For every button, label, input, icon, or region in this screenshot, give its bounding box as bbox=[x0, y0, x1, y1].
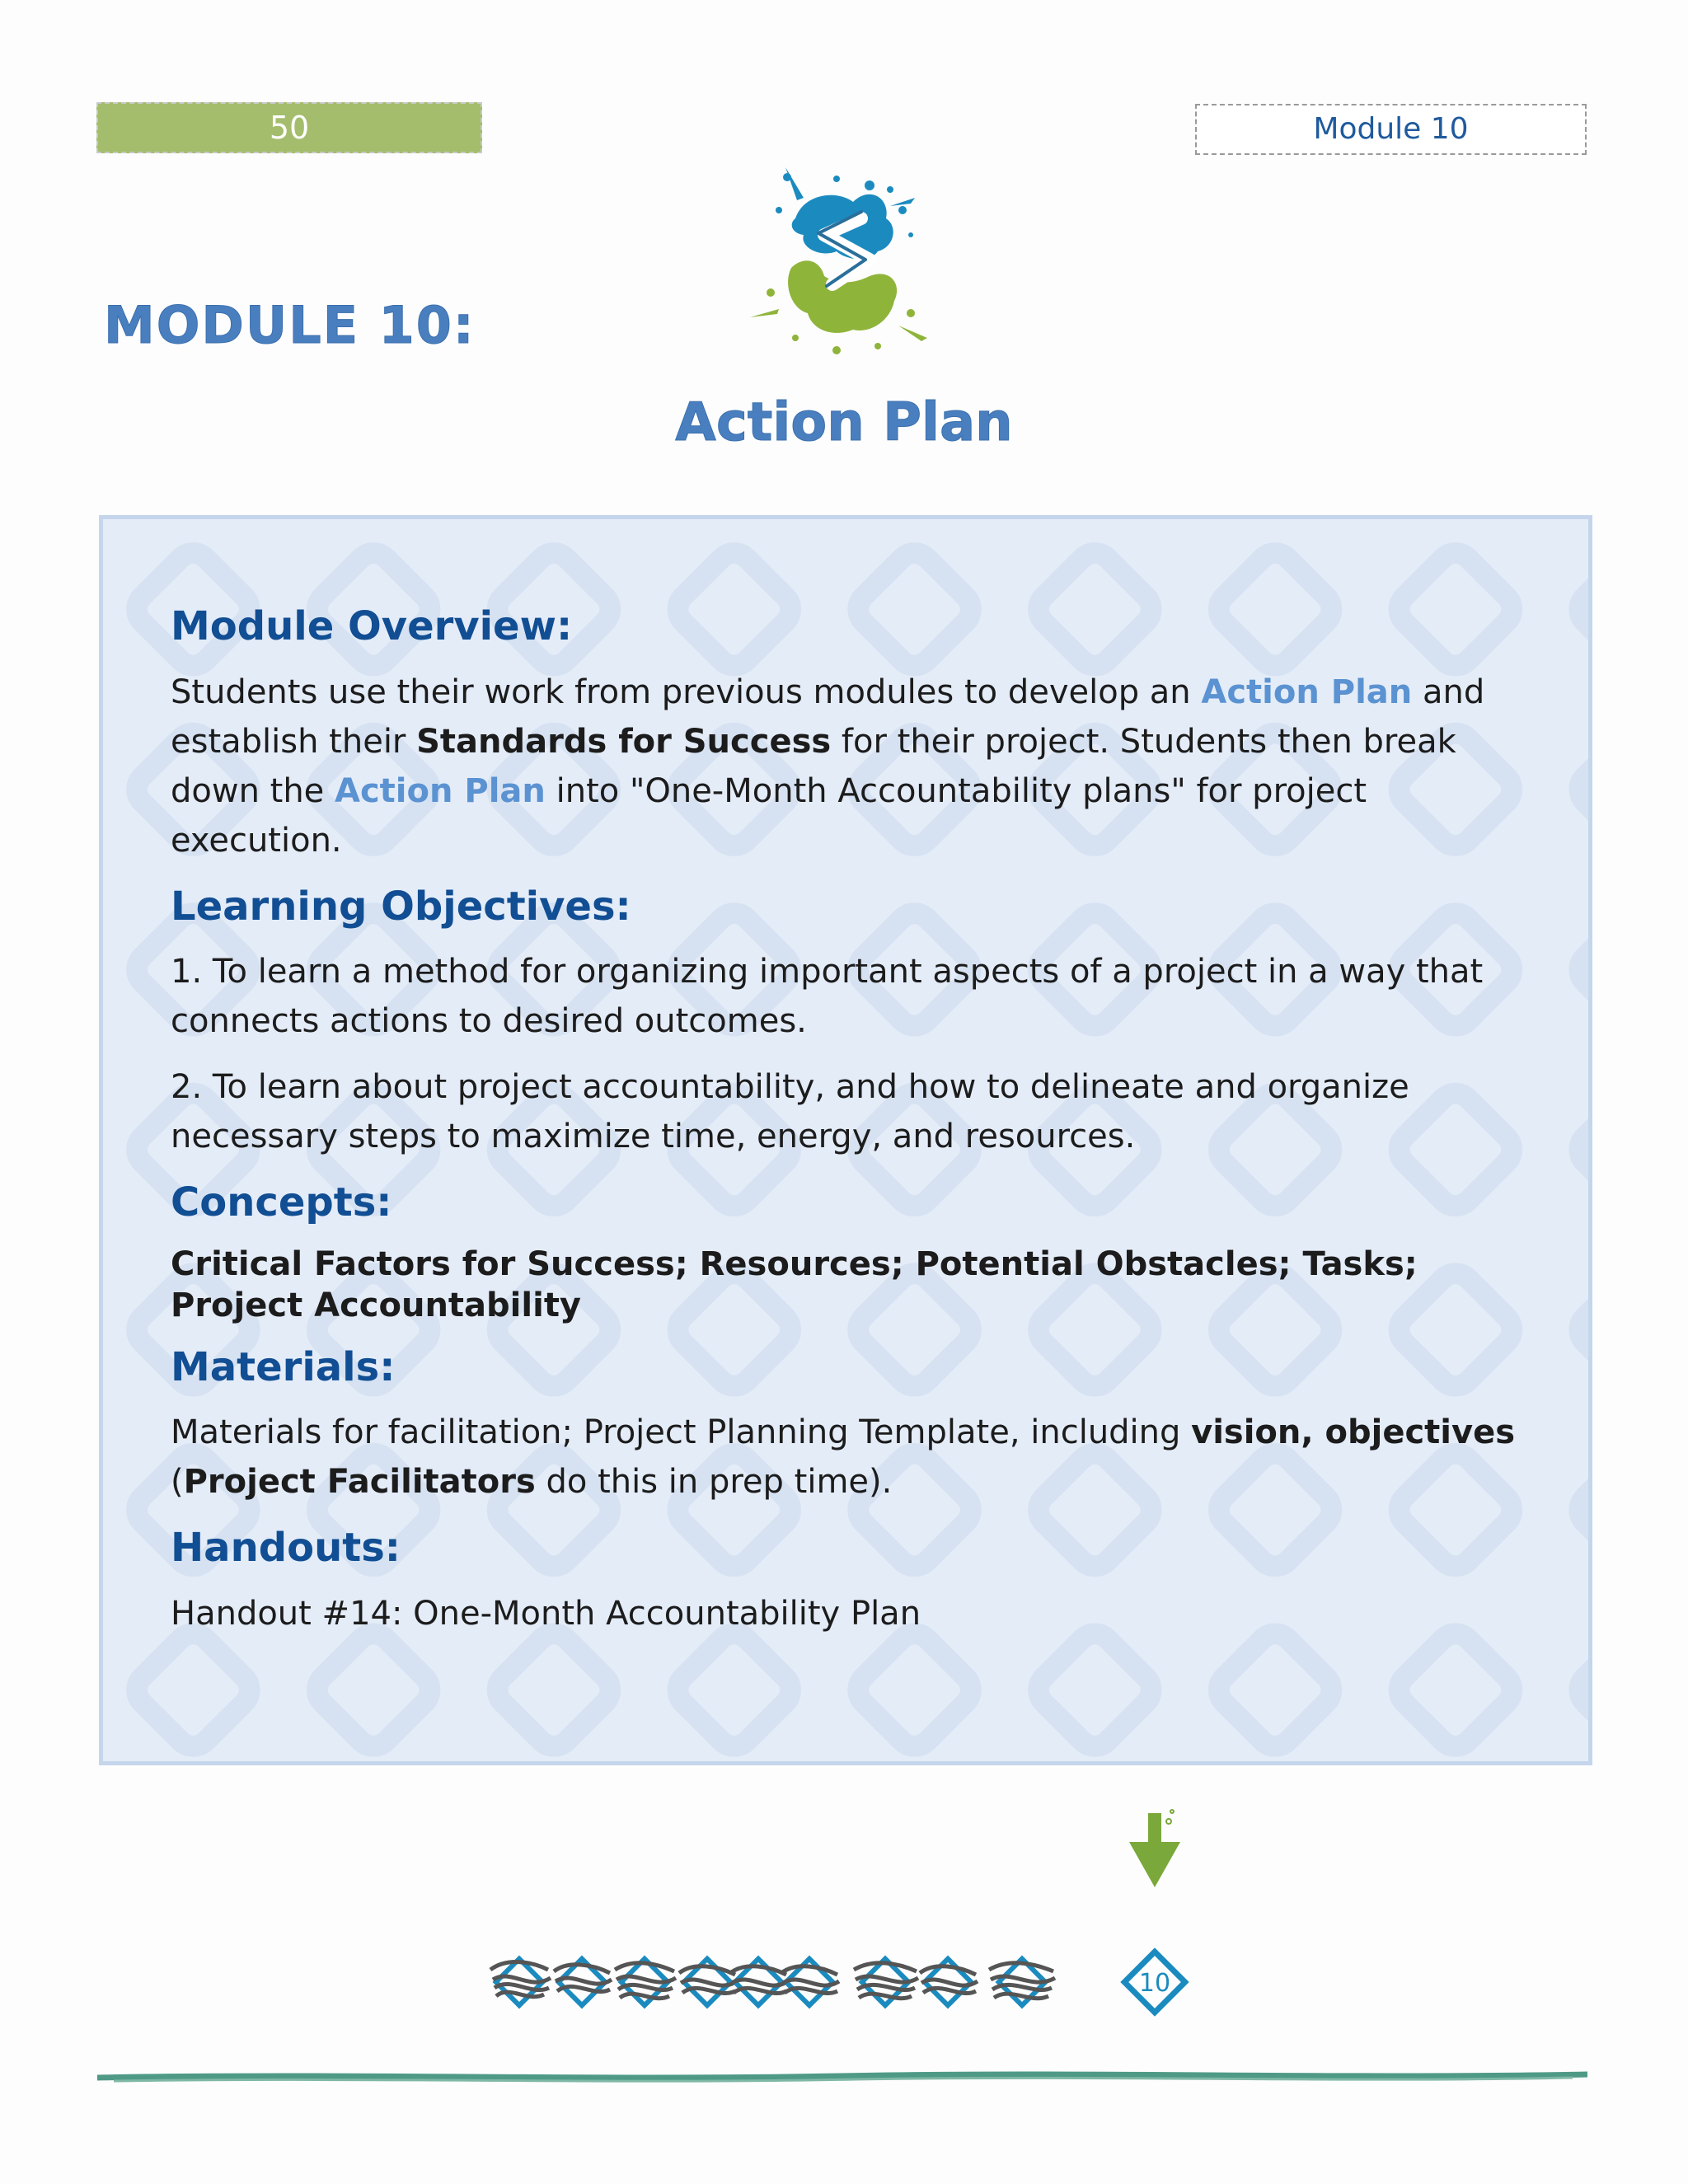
module-overview-panel bbox=[99, 515, 1592, 1765]
completed-module-8 bbox=[920, 1959, 978, 2006]
concepts-heading: Concepts: bbox=[171, 1179, 392, 1226]
module-label: MODULE 10: bbox=[104, 295, 476, 355]
splash-logo-icon bbox=[746, 161, 944, 367]
overview-text-part: for their project. Students then break down the bbox=[171, 722, 1456, 810]
handouts-heading: Handouts: bbox=[171, 1525, 401, 1572]
action-plan-highlight: Action Plan bbox=[1201, 673, 1413, 711]
standards-for-success: Standards for Success bbox=[416, 722, 832, 761]
overview-text-part: and establish their bbox=[171, 673, 1485, 761]
overview-heading: Module Overview: bbox=[171, 603, 573, 649]
page-title: Action Plan bbox=[675, 392, 1013, 453]
objective-item: 1. To learn a method for organizing important aspects of a project in a way that connects actions to desired outcomes. bbox=[171, 953, 1484, 1041]
completed-module-9 bbox=[989, 1959, 1055, 2006]
action-plan-highlight: Action Plan bbox=[335, 771, 546, 810]
overview-text bbox=[171, 668, 1539, 865]
materials-text-part: Materials for facilitation; Project Planning Template, including bbox=[171, 1413, 1192, 1452]
completed-module-7 bbox=[854, 1959, 918, 2006]
overview-text-part: Students use their work from previous modules to develop an bbox=[171, 673, 1202, 711]
completed-module-6 bbox=[781, 1959, 839, 2006]
completed-module-5 bbox=[730, 1959, 788, 2006]
overview-content bbox=[171, 603, 1539, 1638]
concepts-text: Critical Factors for Success; Resources; Potential Obstacles; Tasks; Project Accountability bbox=[171, 1244, 1418, 1324]
module-tag-badge bbox=[1195, 104, 1587, 155]
page-number: 50 bbox=[269, 110, 310, 146]
materials-heading: Materials: bbox=[171, 1343, 396, 1390]
materials-bold: Project Facilitators bbox=[183, 1463, 536, 1502]
materials-text-part: ( bbox=[171, 1463, 184, 1502]
objective-item: 2. To learn about project accountability, and how to delineate and organize necessary steps to maximize time, energy, and resources. bbox=[171, 1068, 1409, 1156]
completed-module-3 bbox=[615, 1959, 676, 2006]
materials-text-part: do this in prep time). bbox=[535, 1463, 893, 1502]
current-module-number: 10 bbox=[1138, 1969, 1171, 1998]
objectives-heading: Learning Objectives: bbox=[171, 883, 631, 930]
overview-text-part: into "One-Month Accountability plans" for project execution. bbox=[171, 771, 1367, 860]
page-number-badge bbox=[96, 102, 482, 153]
materials-bold: vision, objectives bbox=[1191, 1413, 1516, 1452]
handouts-text: Handout #14: One-Month Accountability Plan bbox=[171, 1594, 921, 1633]
down-arrow-icon bbox=[1129, 1810, 1180, 1887]
footer-divider bbox=[97, 2064, 1587, 2089]
module-tag: Module 10 bbox=[1313, 112, 1469, 146]
completed-module-1 bbox=[490, 1959, 551, 2006]
module-progress-tracker bbox=[486, 1805, 1212, 2019]
materials-text bbox=[171, 1408, 1539, 1507]
current-module-marker bbox=[1124, 1952, 1185, 2013]
completed-module-2 bbox=[554, 1959, 612, 2006]
completed-module-4 bbox=[679, 1959, 737, 2006]
